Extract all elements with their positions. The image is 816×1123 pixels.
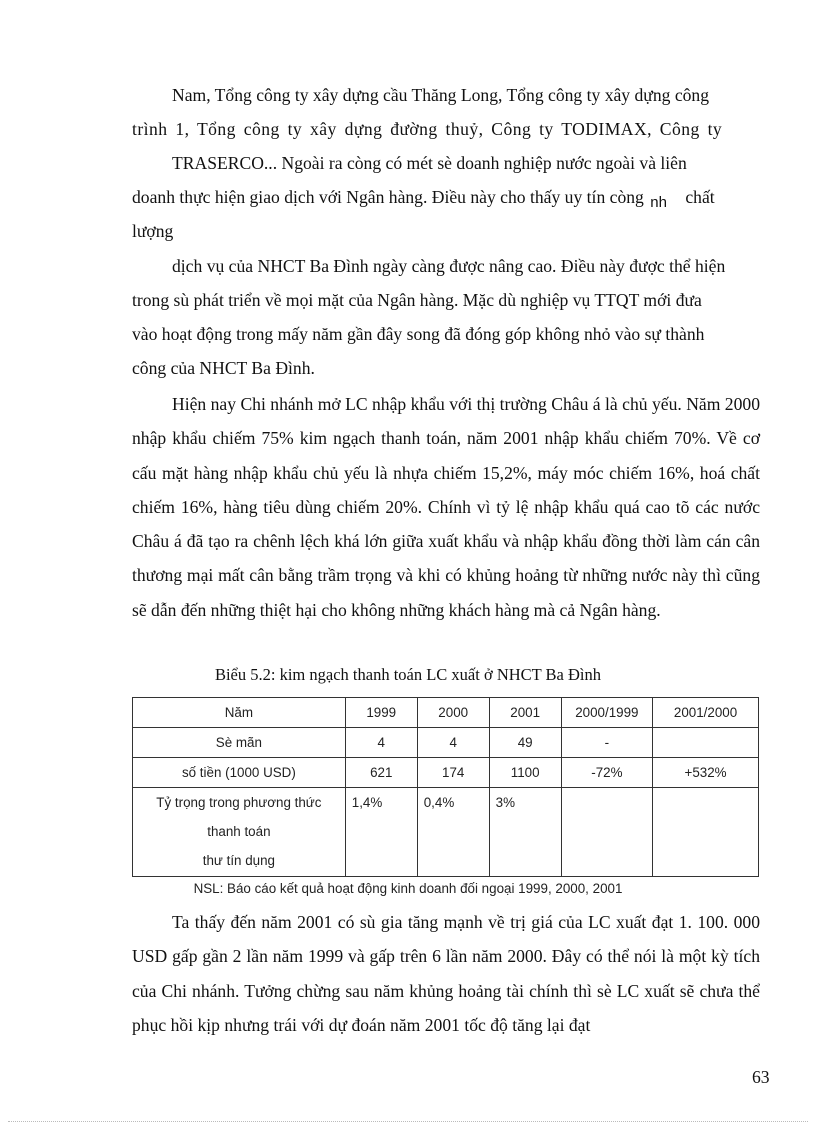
table-header-cell: 2000 — [417, 698, 489, 728]
page-number: 63 — [752, 1067, 770, 1087]
table-cell: 621 — [345, 758, 417, 788]
text-line: dịch vụ của NHCT Ba Đình ngày càng được nâng cao. Điều này được thể hiện — [172, 256, 726, 276]
table-cell: 49 — [489, 728, 561, 758]
data-table — [132, 697, 759, 877]
body-paragraph: Ta thấy đến năm 2001 có sù gia tăng mạnh về trị giá của LC xuất đạt 1. 100. 000 USD gấp gần 2 lần năm 1999 và gấp trên 6 lần năm 2000. Đây có thể nói là một kỳ tích của Chi nhánh. Tưởng chừng sau năm khủng hoảng tài chính thì sè LC xuất sẽ chưa thể phục hồi kịp nhưng trái với dự đoán năm 2001 tốc độ tăng lại đạt — [132, 912, 760, 1035]
text-fragment: doanh thực hiện giao dịch với Ngân hàng. Điều này cho thấy uy tín còng — [132, 187, 644, 207]
table-cell: số tiền (1000 USD) — [133, 758, 346, 788]
table-header-cell: 1999 — [345, 698, 417, 728]
table-header-cell: 2001 — [489, 698, 561, 728]
text-line: vào hoạt động trong mấy năm gần đây song đã đóng góp không nhỏ vào sự thành — [132, 324, 705, 344]
table-cell: 4 — [417, 728, 489, 758]
table-header-cell: 2001/2000 — [653, 698, 759, 728]
text-line: trong sù phát triển về mọi mặt của Ngân hàng. Mặc dù nghiệp vụ TTQT mới đưa — [132, 290, 702, 310]
table-cell — [561, 788, 652, 877]
table-cell: 1,4% — [345, 788, 417, 877]
cell-line: thanh toán — [207, 824, 271, 839]
page-divider — [8, 1121, 808, 1122]
table-header-cell: Năm — [133, 698, 346, 728]
table-row — [133, 758, 759, 788]
table-cell: Sè mãn — [133, 728, 346, 758]
cell-line: Tỷ trọng trong phương thức — [156, 795, 322, 810]
table-header-row — [133, 698, 759, 728]
text-fragment: nh — [650, 194, 667, 211]
table-cell: 1100 — [489, 758, 561, 788]
table-cell: -72% — [561, 758, 652, 788]
table-row — [133, 788, 759, 877]
text-fragment: chất — [685, 187, 715, 207]
cell-line: thư tín dụng — [202, 853, 275, 868]
text-line: TRASERCO... Ngoài ra còng có mét sè doanh nghiệp nước ngoài và liên — [172, 153, 687, 173]
table-cell — [653, 728, 759, 758]
table-header-cell: 2000/1999 — [561, 698, 652, 728]
body-paragraph: Hiện nay Chi nhánh mở LC nhập khẩu với thị trường Châu á là chủ yếu. Năm 2000 nhập khẩu chiếm 75% kim ngạch thanh toán, năm 2001 nhập khẩu chiếm 70%. Về cơ cấu mặt hàng nhập khẩu chủ yếu là nhựa chiếm 15,2%, máy móc chiếm 16%, hoá chất chiếm 16%, hàng tiêu dùng chiếm 20%. Chính vì tỷ lệ nhập khẩu quá cao tõ các nước Châu á đã tạo ra chênh lệch khá lớn giữa xuất khẩu và nhập khẩu đồng thời làm cán cân thương mại mất cân bằng trầm trọng và khi có khủng hoảng từ những nước này thì cũng sẽ dẫn đến những thiệt hại cho không những khách hàng mà cả Ngân hàng. — [132, 394, 760, 620]
text-line: trình 1, Tổng công ty xây dựng đường thuỷ, Công ty TODIMAX, Công ty — [132, 119, 723, 139]
table-cell: 3% — [489, 788, 561, 877]
table-cell: 174 — [417, 758, 489, 788]
table-cell: +532% — [653, 758, 759, 788]
table-source-note: NSL: Báo cáo kết quả hoạt động kinh doanh đối ngoại 1999, 2000, 2001 — [193, 881, 623, 896]
table-cell: 0,4% — [417, 788, 489, 877]
text-line: lượng — [132, 221, 174, 241]
text-line: Nam, Tổng công ty xây dựng cầu Thăng Long, Tổng công ty xây dựng công — [172, 85, 710, 105]
table-row — [133, 728, 759, 758]
table-cell: 4 — [345, 728, 417, 758]
table-cell — [653, 788, 759, 877]
table-caption: Biểu 5.2: kim ngạch thanh toán LC xuất ở NHCT Ba Đình — [214, 665, 602, 684]
text-line: công của NHCT Ba Đình. — [132, 358, 315, 378]
table-cell — [133, 788, 346, 877]
table-cell: - — [561, 728, 652, 758]
text-line — [132, 185, 715, 211]
